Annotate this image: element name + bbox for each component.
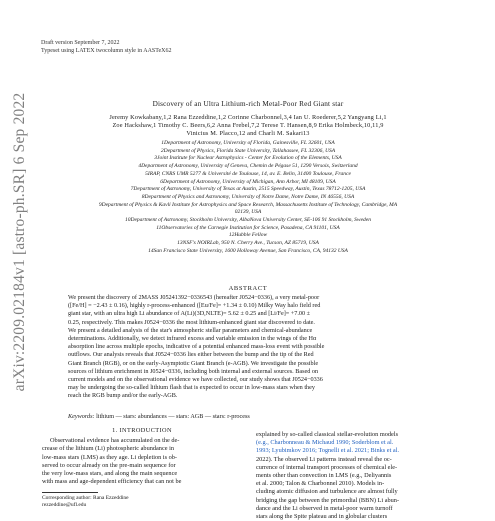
body-line: currence of internal transport processes of chemical ele- xyxy=(256,463,398,471)
affiliation: 10Department of Astronomy, Stockholm University, AlbaNova University Center, SE-106 91 Stockholm, Sweden xyxy=(125,217,371,224)
abstract-line: reach the RGB bump and/or the early-AGB. xyxy=(68,392,178,400)
abstract-line: absorption line across multiple epochs, indicative of a potential enhanced mass-loss event with possible xyxy=(68,343,325,351)
author-line: Zoe Hackshaw,1 Timothy C. Beers,6,2 Anna Frebel,7,2 Terese T. Hansen,8,9 Erika Holmbeck,10,11,9 xyxy=(112,122,384,129)
affiliation: 9Department of Physics & Kavli Institute for Astrophysics and Space Research, Massachusetts Institute of Technology, Cambridge, MA xyxy=(98,201,398,208)
abstract-body xyxy=(68,294,434,401)
body-line: et al. 2000; Talon & Charbonnel 2010). Models in- xyxy=(256,480,385,488)
draft-notice xyxy=(41,40,171,55)
affiliation: 7Department of Astronomy, University of Texas at Austin, 2515 Speedway, Austin, Texas 78712-1205, USA xyxy=(130,186,366,193)
corresponding-author: Corresponding author: Rana Ezzeddine xyxy=(42,495,129,502)
typeset-line: Typeset using LATEX twocolumn style in AASTeX62 xyxy=(41,47,172,54)
abstract-line: 0.25, respectively. This makes J0524−0336 the most lithium-enhanced giant star discovered to date. xyxy=(68,318,315,326)
affiliation: 8Department of Physics and Astronomy, University of Notre Dame, Notre Dame, IN 46556, USA xyxy=(141,193,355,200)
body-line: cluding atomic diffusion and turbulence are almost fully xyxy=(256,488,398,496)
abstract-line: ([Fe/H] = −2.43 ± 0.16), highly r-process-enhanced ([Eu/Fe]= +1.34 ± 0.10) Milky Way halo field red xyxy=(68,302,321,310)
affiliation: 13NSF's NOIRLab, 950 N. Cherry Ave., Tucson, AZ 85719, USA xyxy=(177,240,319,247)
abstract-line: We present the discovery of 2MASS J05241392−0336543 (hereafter J0524−0336), a very metal-poor xyxy=(68,294,320,301)
abstract-line: Giant Branch (RGB), or on the early-Asymptotic Giant Branch (e-AGB). We investigate the possible xyxy=(68,359,319,367)
section-heading: 1. INTRODUCTION xyxy=(112,427,172,434)
body-line: with mass and age-dependent efficiency that can not be xyxy=(42,478,182,486)
body-line: crease of the lithium (Li) photospheric abundance in xyxy=(42,445,175,453)
keywords xyxy=(68,413,434,420)
draft-version-line: Draft version September 7, 2022 xyxy=(41,40,120,46)
body-line: 2022). The observed Li patterns instead reveal the oc- xyxy=(256,455,392,463)
author-line: Vinicius M. Placco,12 and Charli M. Sakari13 xyxy=(186,130,310,137)
paper-title: Discovery of an Ultra Lithium-rich Metal-Poor Red Giant star xyxy=(152,100,344,108)
affiliation: 6Department of Astronomy, University of Michigan, Ann Arbor, MI 48109, USA xyxy=(160,178,336,185)
affiliation: 11Observatories of the Carnegie Institution for Science, Pasadena, CA 91101, USA xyxy=(156,224,340,231)
body-line: ments other than convection in LMS (e.g., Deliyannis xyxy=(256,472,392,480)
body-line: the very low-mass stars, and along the main sequence xyxy=(42,470,178,478)
body-line[interactable]: 1993; Lyubimkov 2016; Tognelli et al. 2021; Binks et al. xyxy=(256,447,400,455)
affiliation-list xyxy=(41,140,455,256)
affiliation: 14San Francisco State University, 1600 Holloway Avenue, San Francisco, CA, 94132 USA xyxy=(148,247,348,254)
keywords-label: Keywords: xyxy=(68,413,95,420)
body-line: Observational evidence has accumulated on the de- xyxy=(50,437,180,445)
arxiv-identifier-stamp xyxy=(6,52,34,432)
corresponding-email[interactable]: rezzeddine@ufl.edu xyxy=(42,502,87,509)
arxiv-identifier: arXiv:2209.02184v1 [astro-ph.SR] 6 Sep 2022 xyxy=(11,92,28,392)
affiliation: 02139, USA xyxy=(234,209,262,216)
right-column xyxy=(256,431,456,521)
abstract-line: outflows. Our analysis reveals that J0524−0336 lies either between the bump and the tip of the Red xyxy=(68,351,314,359)
body-line: stars along the Spite plateau and in globular clusters xyxy=(256,513,388,521)
body-line[interactable]: (e.g., Charbonneau & Michaud 1990; Soderblom et al. xyxy=(256,439,394,447)
abstract-line: sources of lithium enrichment in J0524−0336, including both internal and external sources. Based on xyxy=(68,367,319,375)
body-line: dance and the Li observed in metal-poor warm turnoff xyxy=(256,504,393,512)
author-line: Jeremy Kowkabany,1,2 Rana Ezzeddine,1,2 Corinne Charbonnel,3,4 Ian U. Roederer,5,2 Yangyang Li,1 xyxy=(109,114,387,121)
affiliation: 5IRAP, CNRS UMR 5277 & Université de Toulouse, 14, av. E. Belin, 31400 Toulouse, France xyxy=(145,170,351,177)
body-line: explained by so-called classical stellar-evolution models xyxy=(256,431,399,438)
author-list xyxy=(41,114,455,138)
keywords-text: lithium — stars: abundances — stars: AGB — stars: r-process xyxy=(96,413,250,420)
affiliation: 3Joint Institute for Nuclear Astrophysics - Center for Evolution of the Elements, USA xyxy=(154,155,342,162)
footnote-rule xyxy=(42,492,98,493)
abstract-line: giant star, with an ultra high Li abundance of A(Li)(3D,NLTE)= 5.62 ± 0.25 and [Li/Fe]= +7.00 ± xyxy=(68,310,311,318)
left-column xyxy=(42,427,242,509)
body-line: bridging the gap between the primordial (BBN) Li abun- xyxy=(256,496,400,504)
affiliation: 2Department of Physics, Florida State University, Tallahassee, FL 32306, USA xyxy=(160,147,336,154)
abstract-line: current models and on the observational evidence we have collected, our study shows that J0524−0336 xyxy=(68,376,323,384)
abstract-line: We present a detailed analysis of the star's atmospheric stellar parameters and chemical-abundance xyxy=(68,326,313,334)
abstract-heading: ABSTRACT xyxy=(228,285,268,292)
affiliation: 12Hubble Fellow xyxy=(228,232,268,239)
body-line: low-mass stars (LMS) as they age. Li depletion is ob- xyxy=(42,453,178,461)
abstract-line: may be undergoing the so-called lithium flash that is expected to occur in low-mass stars when they xyxy=(68,384,315,392)
affiliation: 1Department of Astronomy, University of Florida, Gainesville, FL 32601, USA xyxy=(161,140,335,146)
body-line: served to occur already on the pre-main sequence for xyxy=(42,461,176,469)
abstract-line: determinations. Additionally, we detect infrared excess and variable emission in the wings of the Hα xyxy=(68,335,317,343)
affiliation: 4Department of Astronomy, University of Geneva, Chemin de Pégase 51, 1290 Versoix, Switzerland xyxy=(138,163,358,170)
